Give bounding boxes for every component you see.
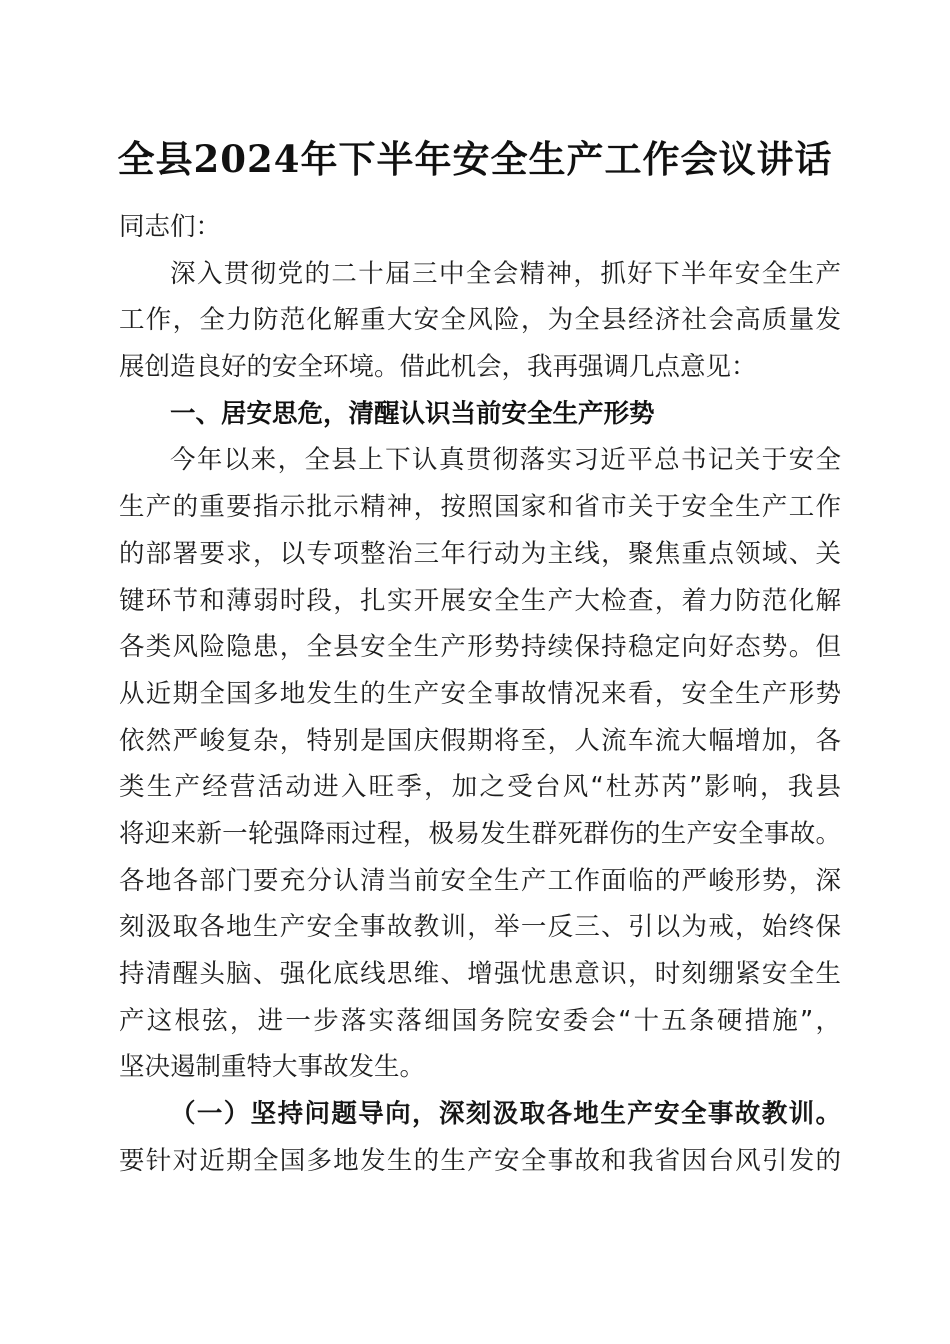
salutation: 同志们： <box>119 212 222 242</box>
intro-paragraph <box>119 251 841 391</box>
paragraph-line: 刻汲取各地生产安全事故教训，举一反三、引以为戒，始终保 <box>119 912 841 943</box>
paragraph-line: 从近期全国多地发生的生产安全事故情况来看，安全生产形势 <box>119 678 841 709</box>
paragraph-line: 展创造良好的安全环境。借此机会，我再强调几点意见： <box>119 352 757 383</box>
paragraph-line: 依然严峻复杂，特别是国庆假期将至，人流车流大幅增加，各 <box>119 725 841 756</box>
subsection-1 <box>119 1091 841 1184</box>
paragraph-line: 各类风险隐患，全县安全生产形势持续保持稳定向好态势。但 <box>119 632 841 663</box>
section-1-paragraph <box>119 437 841 1091</box>
paragraph-line: 持清醒头脑、强化底线思维、增强忧患意识，时刻绷紧安全生 <box>119 959 841 989</box>
paragraph-line: 产这根弦，进一步落实落细国务院安委会“十五条硬措施”， <box>119 1005 841 1036</box>
paragraph-line: 生产的重要指示批示精神，按照国家和省市关于安全生产工作 <box>119 492 841 523</box>
paragraph-line: 各地各部门要充分认清当前安全生产工作面临的严峻形势，深 <box>119 865 841 896</box>
paragraph-line: 类生产经营活动进入旺季，加之受台风“杜苏芮”影响，我县 <box>119 772 841 803</box>
paragraph-line: 坚决遏制重特大事故发生。 <box>119 1052 426 1083</box>
document-body <box>119 204 841 1184</box>
document-title: 全县2024年下半年安全生产工作会议讲话 <box>117 137 833 181</box>
paragraph-line: 将迎来新一轮强降雨过程，极易发生群死群伤的生产安全事故。 <box>119 818 841 849</box>
paragraph-line: 工作，全力防范化解重大安全风险，为全县经济社会高质量发 <box>119 305 841 336</box>
subsection-heading-1: （一）坚持问题导向，深刻汲取各地生产安全事故教训。 <box>170 1099 841 1130</box>
paragraph-line: 的部署要求，以专项整治三年行动为主线，聚焦重点领域、关 <box>119 538 841 569</box>
paragraph-line: 要针对近期全国多地发生的生产安全事故和我省因台风引发的 <box>119 1145 841 1176</box>
paragraph-line: 深入贯彻党的二十届三中全会精神，抓好下半年安全生产 <box>170 258 841 289</box>
section-heading-1: 一、居安思危，清醒认识当前安全生产形势 <box>170 398 655 429</box>
paragraph-line: 今年以来，全县上下认真贯彻落实习近平总书记关于安全 <box>170 445 841 476</box>
paragraph-line: 键环节和薄弱时段，扎实开展安全生产大检查，着力防范化解 <box>119 585 841 616</box>
